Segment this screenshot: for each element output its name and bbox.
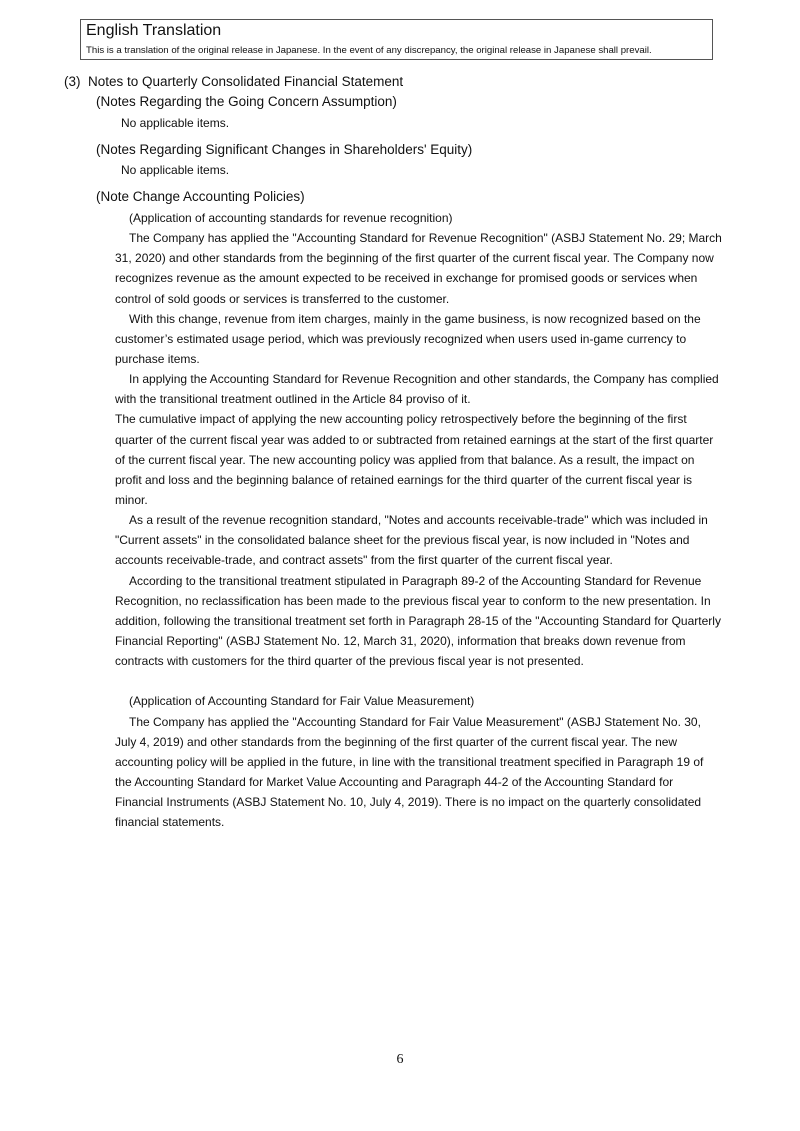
paragraph-line: 31, 2020) and other standards from the beginning of the first quarter of the current fiscal year. The Company now bbox=[115, 251, 714, 266]
paragraph-line: The cumulative impact of applying the new accounting policy retrospectively before the beginning of the first bbox=[115, 412, 687, 427]
notice-title: English Translation bbox=[86, 22, 222, 39]
paragraph-line: recognizes revenue as the amount expected to be received in exchange for promised goods or services when bbox=[115, 271, 698, 286]
paragraph-line: of the current fiscal year. The new accounting policy was applied from that balance. As a result, the impact on bbox=[115, 452, 695, 467]
paragraph-line: control of sold goods or services is transferred to the customer. bbox=[115, 291, 450, 306]
paragraph-line: Financial Reporting" (ASBJ Statement No. 12, March 31, 2020), information that breaks down revenue from bbox=[115, 633, 686, 648]
paragraph-line: the Accounting Standard for Market Value Accounting and Paragraph 44-2 of the Accounting Standard for bbox=[115, 774, 674, 789]
paragraph-line: (Application of accounting standards for revenue recognition) bbox=[129, 211, 453, 225]
going-concern-heading: (Notes Regarding the Going Concern Assumption) bbox=[96, 94, 397, 109]
translation-notice-box bbox=[80, 19, 713, 60]
paragraph-line: with the transitional treatment outlined in the Article 84 proviso of it. bbox=[115, 392, 471, 407]
policies-heading: (Note Change Accounting Policies) bbox=[96, 189, 305, 204]
policies-body bbox=[115, 208, 722, 832]
paragraph-line: financial statements. bbox=[115, 815, 225, 830]
paragraph-line: The Company has applied the "Accounting Standard for Revenue Recognition" (ASBJ Statement No. 29; March bbox=[129, 231, 722, 246]
equity-heading: (Notes Regarding Significant Changes in Shareholders' Equity) bbox=[96, 142, 473, 157]
paragraph-line: purchase items. bbox=[115, 351, 200, 366]
page-number: 6 bbox=[396, 1052, 404, 1067]
paragraph-line: minor. bbox=[115, 492, 148, 507]
paragraph-line: contracts with customers for the third quarter of the previous fiscal year is not presented. bbox=[115, 654, 584, 669]
paragraph-line: According to the transitional treatment stipulated in Paragraph 89-2 of the Accounting Standard for Revenue bbox=[129, 573, 702, 588]
equity-text: No applicable items. bbox=[121, 163, 230, 177]
paragraph-line: Financial Instruments (ASBJ Statement No. 10, July 4, 2019). There is no impact on the quarterly consolidated bbox=[115, 795, 702, 810]
paragraph-line: profit and loss and the beginning balance of retained earnings for the third quarter of the current fiscal year is bbox=[115, 472, 693, 487]
paragraph-line: In applying the Accounting Standard for Revenue Recognition and other standards, the Company has complied bbox=[129, 372, 719, 387]
notice-disclaimer: This is a translation of the original release in Japanese. In the event of any discrepancy, the original release in Japanese shall prevail. bbox=[86, 45, 652, 56]
paragraph-line: customer’s estimated usage period, which was previously recognized when users used in-game currency to bbox=[115, 331, 687, 346]
paragraph-line bbox=[115, 671, 722, 691]
paragraph-line: The Company has applied the "Accounting Standard for Fair Value Measurement" (ASBJ Statement No. 30, bbox=[129, 714, 701, 729]
paragraph-line: "Current assets" in the consolidated balance sheet for the previous fiscal year, is now included in "Notes and bbox=[115, 533, 690, 548]
paragraph-line: accounting policy will be applied in the future, in line with the transitional treatment specified in Paragraph 19 of bbox=[115, 754, 704, 769]
paragraph-line: Recognition, no reclassification has been made to the previous fiscal year to conform to the new presentation. In bbox=[115, 593, 711, 608]
paragraph-line: accounts receivable-trade, and contract assets" from the first quarter of the current fiscal year. bbox=[115, 553, 613, 568]
paragraph-line: addition, following the transitional treatment set forth in Paragraph 28-15 of the "Accounting Standard for Quarterly bbox=[115, 613, 721, 628]
section-title: (3) Notes to Quarterly Consolidated Financial Statement bbox=[64, 74, 404, 89]
paragraph-line: (Application of Accounting Standard for Fair Value Measurement) bbox=[129, 694, 475, 709]
paragraph-line: July 4, 2019) and other standards from the beginning of the first quarter of the current fiscal year. The new bbox=[115, 734, 678, 749]
going-concern-text: No applicable items. bbox=[121, 116, 230, 130]
paragraph-line: As a result of the revenue recognition standard, "Notes and accounts receivable-trade" which was included in bbox=[129, 513, 708, 528]
paragraph-line: With this change, revenue from item charges, mainly in the game business, is now recognized based on the bbox=[129, 311, 701, 326]
paragraph-line: quarter of the current fiscal year was added to or subtracted from retained earnings at the start of the first quarter bbox=[115, 432, 714, 447]
